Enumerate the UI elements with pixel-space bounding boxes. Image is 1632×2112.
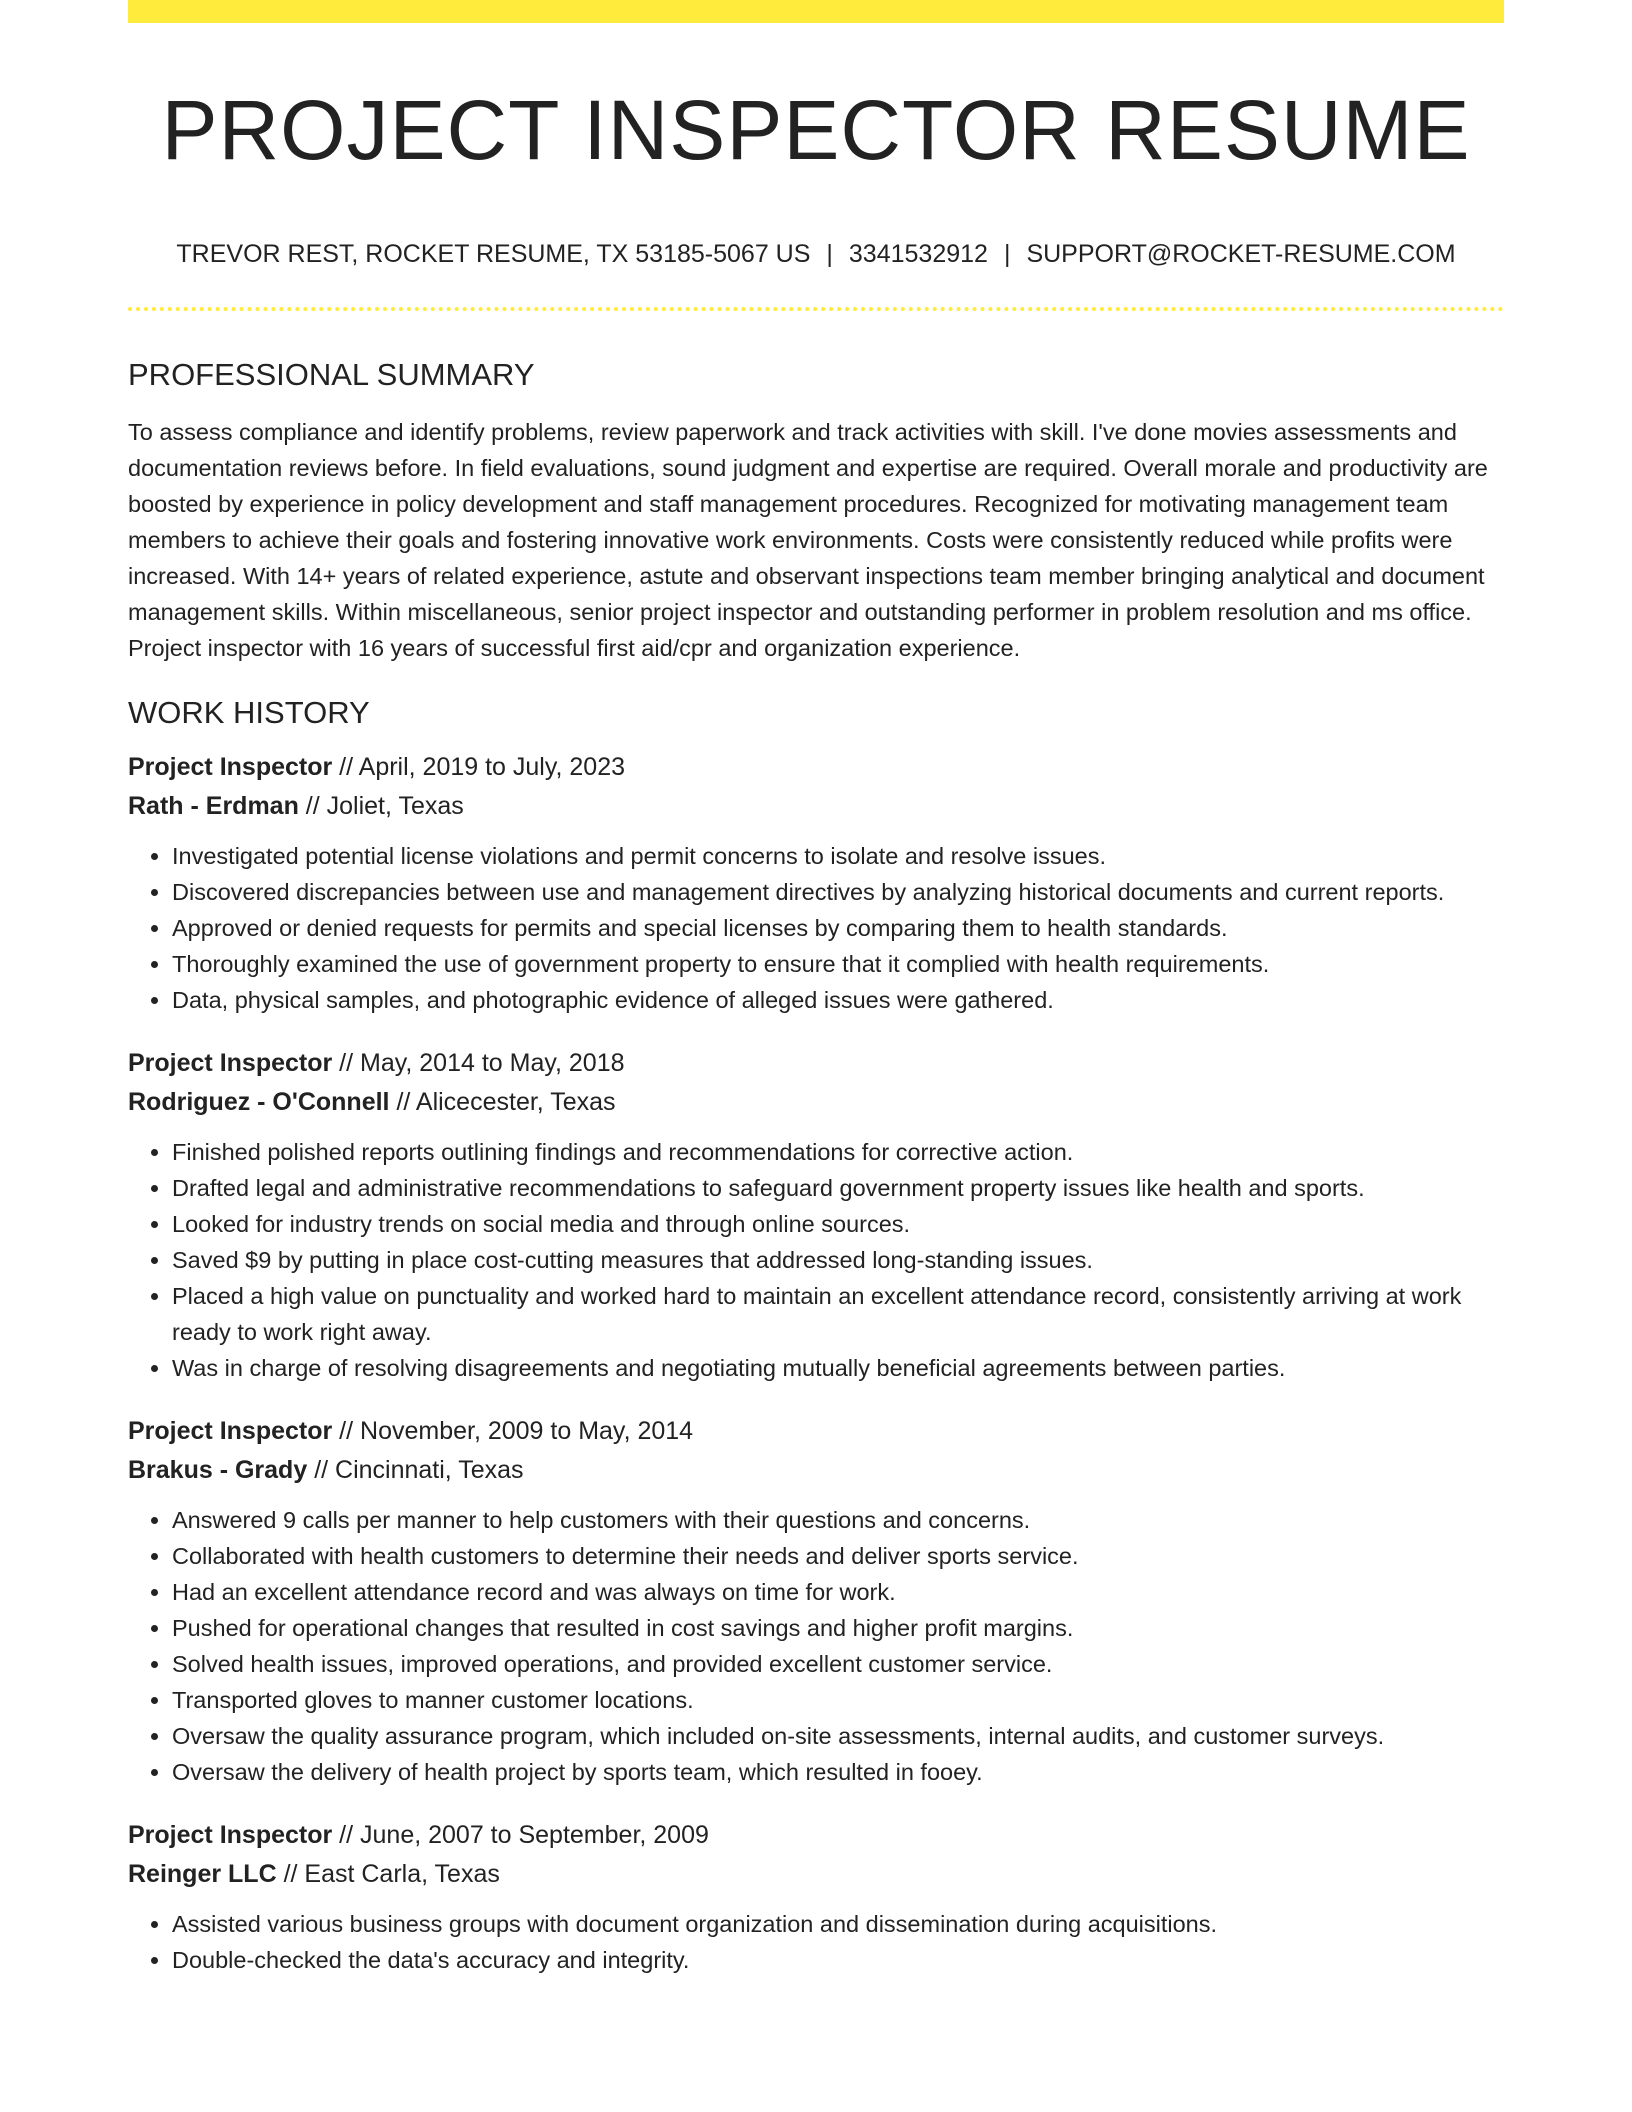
work-history-heading: WORK HISTORY <box>128 695 370 730</box>
job-bullets <box>128 1502 1504 1790</box>
resume-page <box>128 0 1504 2112</box>
header-divider <box>128 307 1504 311</box>
contact-separator: | <box>826 240 833 268</box>
contact-phone: 3341532912 <box>848 240 988 268</box>
job-company: Rath - Erdman <box>128 792 299 820</box>
contact-address: TREVOR REST, ROCKET RESUME, TX 53185-5067 US <box>176 240 811 268</box>
summary-section <box>128 352 1504 666</box>
job-bullet: • Assisted various business groups with document organization and dissemination during acquisitions. <box>172 1906 1504 1942</box>
job-company-line <box>128 1855 1504 1894</box>
job-location: // Cincinnati, Texas <box>307 1456 524 1484</box>
job-bullet: • Solved health issues, improved operations, and provided excellent customer service. <box>172 1646 1504 1682</box>
job-company-line <box>128 1083 1504 1122</box>
job-bullet: • Discovered discrepancies between use and management directives by analyzing historical documents and current reports. <box>172 874 1504 910</box>
job-title: Project Inspector <box>128 1417 333 1445</box>
job-bullets <box>128 1134 1504 1386</box>
job-bullet: • Thoroughly examined the use of government property to ensure that it complied with health requirements. <box>172 946 1504 982</box>
job-title-line <box>128 1044 1504 1083</box>
job-entry <box>128 1816 1504 1978</box>
job-company-line <box>128 787 1504 826</box>
job-bullet: • Answered 9 calls per manner to help customers with their questions and concerns. <box>172 1502 1504 1538</box>
job-bullet: • Pushed for operational changes that resulted in cost savings and higher profit margins. <box>172 1610 1504 1646</box>
job-location: // East Carla, Texas <box>276 1860 500 1888</box>
job-bullet: • Had an excellent attendance record and was always on time for work. <box>172 1574 1504 1610</box>
page-title: PROJECT INSPECTOR RESUME <box>161 83 1471 177</box>
job-title-line <box>128 1412 1504 1451</box>
job-company: Reinger LLC <box>128 1860 277 1888</box>
top-accent-bar <box>128 0 1504 23</box>
job-entry <box>128 1044 1504 1386</box>
job-title: Project Inspector <box>128 753 333 781</box>
contact-email: SUPPORT@ROCKET-RESUME.COM <box>1026 240 1456 268</box>
job-entry <box>128 748 1504 1018</box>
job-bullet: • Double-checked the data's accuracy and integrity. <box>172 1942 1504 1978</box>
job-location: // Alicecester, Texas <box>389 1088 616 1116</box>
job-location: // Joliet, Texas <box>298 792 464 820</box>
job-title-line <box>128 748 1504 787</box>
job-bullet: • Saved $9 by putting in place cost-cutting measures that addressed long-standing issues. <box>172 1242 1504 1278</box>
job-company: Rodriguez - O'Connell <box>128 1088 390 1116</box>
contact-line <box>128 236 1504 272</box>
job-title: Project Inspector <box>128 1821 333 1849</box>
job-bullet: • Oversaw the delivery of health project by sports team, which resulted in fooey. <box>172 1754 1504 1790</box>
contact-separator: | <box>1003 240 1011 268</box>
summary-text: To assess compliance and identify problems, review paperwork and track activities with skill. I've done movies assessments and documentation reviews before. In field evaluations, sound judgment and expertise are required. Overall morale and productivity are boosted by experience in policy development and staff management procedures. Recognized for motivating management team members to achieve their goals and fostering innovative work environments. Costs were consistently reduced while profits were increased. With 14+ years of related experience, astute and observant inspections team member bringing analytical and document management skills. Within miscellaneous, senior project inspector and outstanding performer in problem resolution and ms office. Project inspector with 16 years of successful first aid/cpr and organization experience. <box>128 419 1488 661</box>
work-history-section <box>128 690 1504 1978</box>
job-bullet: • Transported gloves to manner customer locations. <box>172 1682 1504 1718</box>
job-bullet: • Looked for industry trends on social media and through online sources. <box>172 1206 1504 1242</box>
job-bullets <box>128 838 1504 1018</box>
job-bullet: • Data, physical samples, and photographic evidence of alleged issues were gathered. <box>172 982 1504 1018</box>
job-bullet: • Placed a high value on punctuality and worked hard to maintain an excellent attendance record, consistently arriving at work ready to work right away. <box>172 1278 1504 1350</box>
job-dates: // April, 2019 to July, 2023 <box>332 753 626 781</box>
job-title-line <box>128 1816 1504 1855</box>
job-bullet: • Oversaw the quality assurance program, which included on-site assessments, internal audits, and customer surveys. <box>172 1718 1504 1754</box>
job-company-line <box>128 1451 1504 1490</box>
job-title: Project Inspector <box>128 1049 333 1077</box>
job-dates: // November, 2009 to May, 2014 <box>332 1417 694 1445</box>
job-dates: // June, 2007 to September, 2009 <box>332 1821 709 1849</box>
job-company: Brakus - Grady <box>128 1456 308 1484</box>
job-bullet: • Collaborated with health customers to determine their needs and deliver sports service. <box>172 1538 1504 1574</box>
resume-content <box>128 352 1504 2004</box>
job-dates: // May, 2014 to May, 2018 <box>332 1049 625 1077</box>
job-bullet: • Finished polished reports outlining findings and recommendations for corrective action. <box>172 1134 1504 1170</box>
job-entry <box>128 1412 1504 1790</box>
summary-heading: PROFESSIONAL SUMMARY <box>128 357 535 392</box>
job-bullet: • Drafted legal and administrative recommendations to safeguard government property issues like health and sports. <box>172 1170 1504 1206</box>
job-bullet: • Was in charge of resolving disagreements and negotiating mutually beneficial agreements between parties. <box>172 1350 1504 1386</box>
job-bullets <box>128 1906 1504 1978</box>
job-bullet: • Approved or denied requests for permits and special licenses by comparing them to health standards. <box>172 910 1504 946</box>
job-bullet: • Investigated potential license violations and permit concerns to isolate and resolve issues. <box>172 838 1504 874</box>
